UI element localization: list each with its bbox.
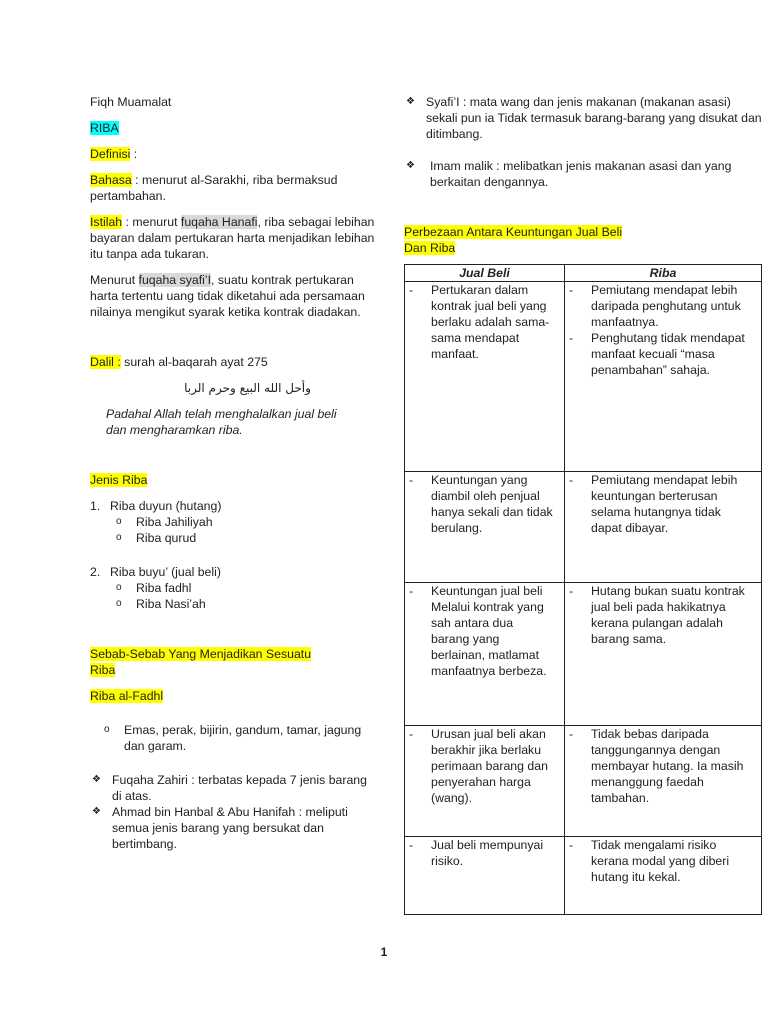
- table-row: [405, 472, 762, 583]
- list-item: o Riba Jahiliyah: [116, 515, 213, 529]
- table-cell: - Hutang bukan suatu kontrak jual beli pada hakikatnya kerana pulangan adalah barang sama.: [565, 583, 762, 726]
- list-item: ❖ Syafi’I : mata wang dan jenis makanan (makanan asasi) sekali pun ia Tidak termasuk barang-barang yang disukat dan ditimbang.: [406, 95, 762, 141]
- table-row: [405, 282, 762, 472]
- table-cell: - Urusan jual beli akan berakhir jika berlaku perimaan barang dan penyerahan harga (wang).: [405, 726, 565, 837]
- list-item: o Riba Nasi’ah: [116, 597, 206, 611]
- riba-types-list: [90, 498, 375, 612]
- syafii-paragraph: Menurut fuqaha syafi’I, suatu kontrak pertukaran harta tertentu uang tidak diketahui ada persamaan nilainya mengikut syarak ketika kontrak diadakan.: [90, 273, 365, 319]
- list-item: ❖ Imam malik : melibatkan jenis makanan asasi dan yang berkaitan dengannya.: [406, 159, 732, 189]
- table-cell: - Pemiutang mendapat lebih keuntungan berterusan selama hutangnya tidak dapat dibayar.: [565, 472, 762, 583]
- views-list-left: [90, 772, 375, 852]
- left-column: [90, 94, 375, 852]
- diamond-bullet-icon: ❖: [406, 96, 415, 107]
- perbezaan-heading: Perbezaan Antara Keuntungan Jual Beli Dan Riba: [404, 225, 623, 255]
- right-column: [404, 94, 764, 915]
- table-cell: - Jual beli mempunyai risiko.: [405, 837, 565, 915]
- column-header-jual-beli: Jual Beli: [405, 265, 565, 282]
- riba-fadhl-heading: Riba al-Fadhl: [90, 689, 164, 703]
- list-item: o Riba qurud: [116, 531, 197, 545]
- sebab-heading: Sebab-Sebab Yang Menjadikan Sesuatu Riba: [90, 647, 312, 677]
- definisi-line: Definisi :: [90, 147, 138, 161]
- table-cell: - Tidak bebas daripada tanggungannya dengan membayar hutang. Ia masih menanggung faedah tambahan.: [565, 726, 762, 837]
- list-item: ❖ Fuqaha Zahiri : terbatas kepada 7 jenis barang di atas.: [92, 773, 367, 803]
- list-item: 2. Riba buyu’ (jual beli) o Riba fadhl o Riba Nasi’ah: [90, 564, 375, 612]
- table-cell: - Tidak mengalami risiko kerana modal yang diberi hutang itu kekal.: [565, 837, 762, 915]
- diamond-bullet-icon: ❖: [92, 774, 101, 785]
- table-row: [405, 726, 762, 837]
- table-cell: - Keuntungan yang diambil oleh penjual hanya sekali dan tidak berulang.: [405, 472, 565, 583]
- course-title: Fiqh Muamalat: [90, 95, 172, 109]
- views-list-right-2: [404, 158, 764, 190]
- table-cell: - Pertukaran dalam kontrak jual beli yang berlaku adalah sama-sama mendapat manfaat.: [405, 282, 565, 472]
- table-cell: - Keuntungan jual beli Melalui kontrak yang sah antara dua barang yang berlainan, matlamat manfaatnya berbeza.: [405, 583, 565, 726]
- verse-translation: Padahal Allah telah menghalalkan jual beli dan mengharamkan riba.: [106, 407, 337, 437]
- arabic-verse: وأحل الله البيع وحرم الربا: [184, 381, 311, 395]
- dalil-line: Dalil : surah al-baqarah ayat 275: [90, 355, 268, 369]
- bahasa-paragraph: Bahasa : menurut al-Sarakhi, riba bermaksud pertambahan.: [90, 173, 338, 203]
- items-list: [90, 722, 375, 754]
- riba-heading: RIBA: [90, 121, 119, 135]
- column-header-riba: Riba: [565, 265, 762, 282]
- table-row: [405, 583, 762, 726]
- list-item: 1. Riba duyun (hutang) o Riba Jahiliyah o Riba qurud: [90, 498, 375, 546]
- list-item: o Emas, perak, bijirin, gandum, tamar, jagung dan garam.: [104, 723, 362, 753]
- table-cell: - Pemiutang mendapat lebih daripada penghutang untuk manfaatnya. - Penghutang tidak mendapat manfaat kecuali “masa penambahan” sahaja.: [565, 282, 762, 472]
- diamond-bullet-icon: ❖: [92, 806, 101, 817]
- table-header-row: [405, 265, 762, 282]
- istilah-paragraph: Istilah : menurut fuqaha Hanafi, riba sebagai lebihan bayaran dalam pertukaran harta menjadikan lebihan itu tanpa ada tukaran.: [90, 215, 375, 261]
- list-item: o Riba fadhl: [116, 581, 192, 595]
- table-row: [405, 837, 762, 915]
- comparison-table: [404, 264, 762, 915]
- jenis-riba-heading: Jenis Riba: [90, 473, 148, 487]
- list-item: ❖ Ahmad bin Hanbal & Abu Hanifah : meliputi semua jenis barang yang bersukat dan bertimbang.: [92, 805, 348, 851]
- page-number: 1: [380, 945, 388, 959]
- views-list-right: [404, 94, 764, 142]
- diamond-bullet-icon: ❖: [406, 160, 415, 171]
